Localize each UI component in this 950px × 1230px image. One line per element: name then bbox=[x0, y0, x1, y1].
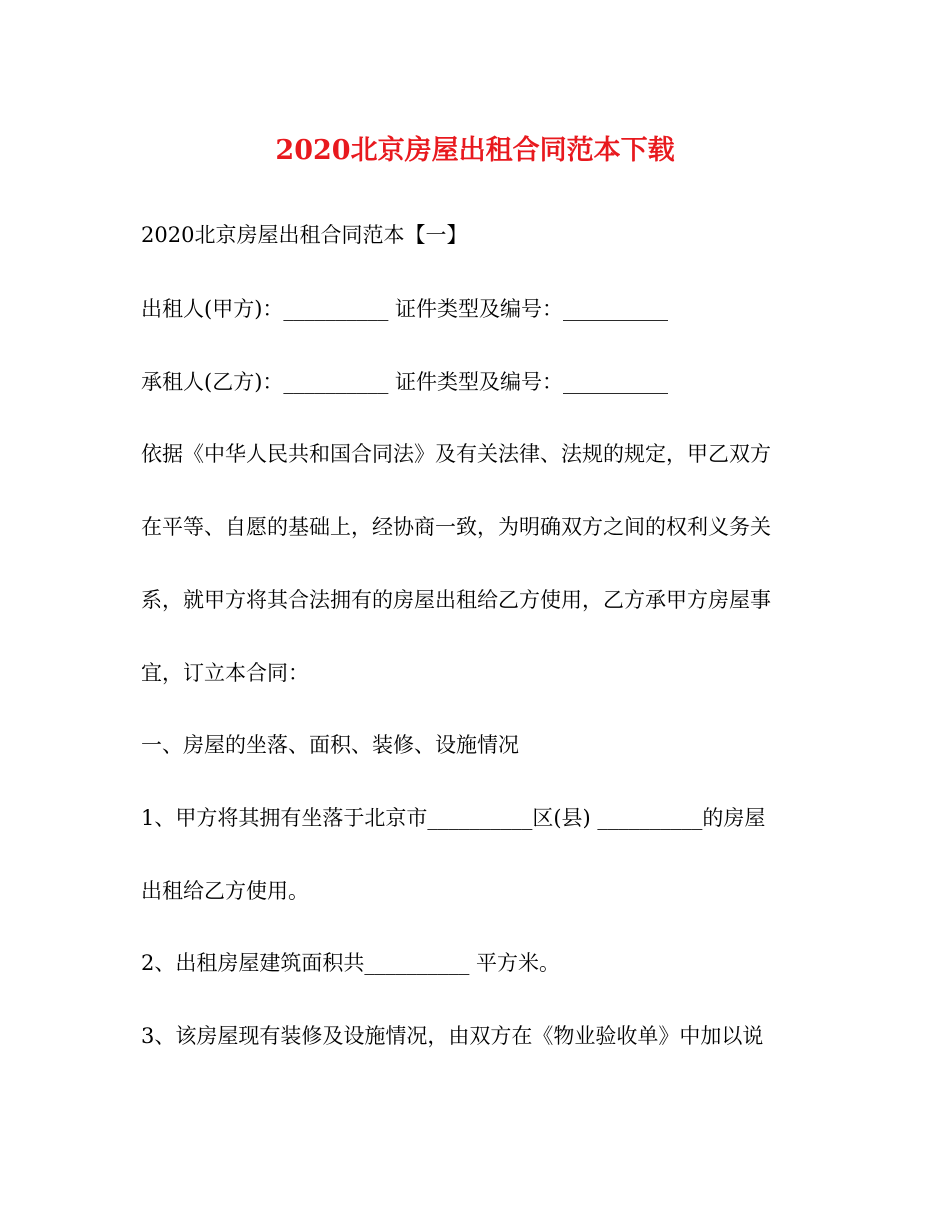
section-heading: 2020北京房屋出租合同范本【一】 bbox=[141, 223, 468, 247]
clause-line: 1、甲方将其拥有坐落于北京市__________区(县) __________的房屋 bbox=[141, 806, 766, 830]
clause-heading: 一、房屋的坐落、面积、装修、设施情况 bbox=[141, 733, 519, 757]
paragraph-line: 在平等、自愿的基础上，经协商一致，为明确双方之间的权利义务关 bbox=[141, 515, 771, 539]
paragraph-line: 宜，订立本合同： bbox=[141, 661, 309, 685]
clause-line: 出租给乙方使用。 bbox=[141, 879, 309, 903]
paragraph-line: 系，就甲方将其合法拥有的房屋出租给乙方使用，乙方承甲方房屋事 bbox=[141, 588, 771, 612]
clause-line: 3、该房屋现有装修及设施情况，由双方在《物业验收单》中加以说 bbox=[141, 1024, 764, 1048]
lessor-line: 出租人(甲方)：__________ 证件类型及编号：__________ bbox=[141, 297, 669, 321]
document-title: 2020北京房屋出租合同范本下载 bbox=[275, 135, 675, 166]
lessee-line: 承租人(乙方)：__________ 证件类型及编号：__________ bbox=[141, 370, 669, 394]
clause-line: 2、出租房屋建筑面积共__________ 平方米。 bbox=[141, 951, 561, 975]
paragraph-line: 依据《中华人民共和国合同法》及有关法律、法规的规定，甲乙双方 bbox=[141, 442, 771, 466]
